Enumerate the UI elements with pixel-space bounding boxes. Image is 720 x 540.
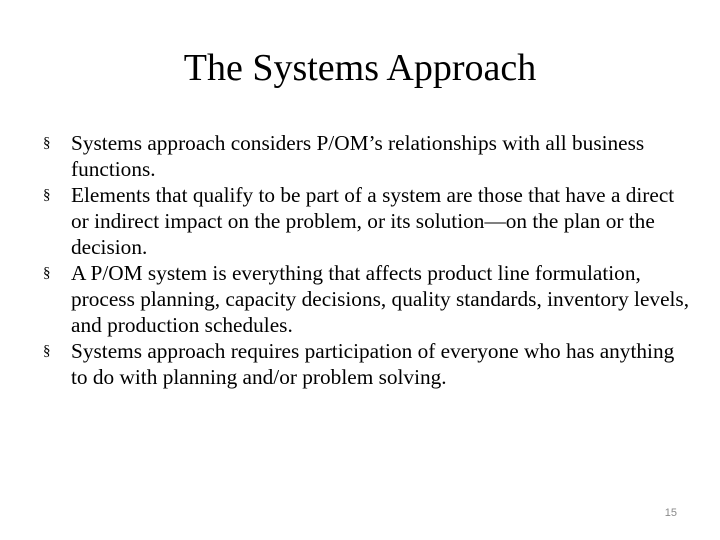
bullet-marker-icon: § bbox=[43, 187, 51, 203]
bullet-text-1: Systems approach considers P/OM’s relationships with all business functions. bbox=[71, 131, 645, 181]
bullet-marker-icon: § bbox=[43, 265, 51, 281]
bullet-item-3 bbox=[43, 260, 693, 338]
bullet-text-4: Systems approach requires participation of everyone who has anything to do with planning and/or problem solving. bbox=[71, 339, 675, 389]
bullet-item-2 bbox=[43, 182, 693, 260]
slide-title: The Systems Approach bbox=[183, 47, 537, 89]
bullet-item-4 bbox=[43, 338, 693, 390]
bullet-list bbox=[43, 130, 693, 390]
bullet-marker-icon: § bbox=[43, 135, 51, 151]
bullet-text-3: A P/OM system is everything that affects product line formulation, process planning, capacity decisions, quality standards, inventory levels, and production schedules. bbox=[71, 261, 690, 337]
bullet-text-2: Elements that qualify to be part of a system are those that have a direct or indirect impact on the problem, or its solution—on the plan or the decision. bbox=[71, 183, 675, 259]
bullet-marker-icon: § bbox=[43, 343, 51, 359]
bullet-item-1 bbox=[43, 130, 693, 182]
page-number: 15 bbox=[664, 507, 677, 519]
